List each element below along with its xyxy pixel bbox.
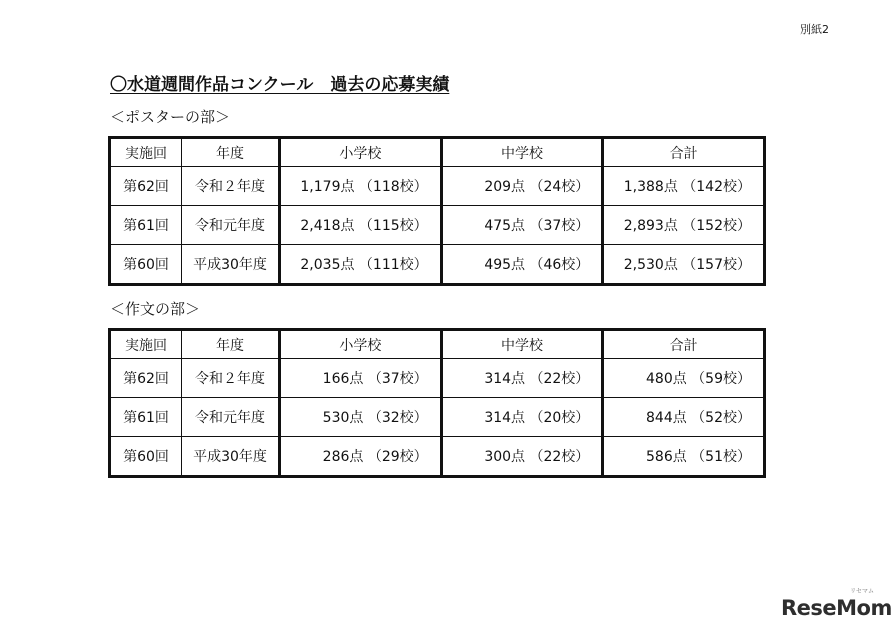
round-cell: 第61回 — [110, 398, 182, 437]
table-row — [110, 245, 765, 285]
elementary-cell: 2,035点 （111校） — [280, 245, 442, 285]
header-elementary: 小学校 — [280, 330, 442, 359]
elementary-cell: 530点 （32校） — [280, 398, 442, 437]
header-junior: 中学校 — [441, 330, 603, 359]
total-cell: 586点 （51校） — [603, 437, 765, 477]
header-junior: 中学校 — [441, 138, 603, 167]
essay-table — [108, 328, 766, 478]
elementary-cell: 166点 （37校） — [280, 359, 442, 398]
round-cell: 第62回 — [110, 359, 182, 398]
table-row — [110, 437, 765, 477]
junior-cell: 209点 （24校） — [441, 167, 603, 206]
essay-section-label: ＜作文の部＞ — [110, 300, 201, 318]
poster-table — [108, 136, 766, 286]
round-cell: 第60回 — [110, 245, 182, 285]
table-row — [110, 359, 765, 398]
header-round: 実施回 — [110, 138, 182, 167]
table-header-row — [110, 330, 765, 359]
page-title: 〇水道週間作品コンクール 過去の応募実績 — [110, 75, 450, 95]
junior-cell: 475点 （37校） — [441, 206, 603, 245]
junior-cell: 300点 （22校） — [441, 437, 603, 477]
total-cell: 480点 （59校） — [603, 359, 765, 398]
elementary-cell: 2,418点 （115校） — [280, 206, 442, 245]
junior-cell: 314点 （22校） — [441, 359, 603, 398]
total-cell: 844点 （52校） — [603, 398, 765, 437]
poster-section-label: ＜ポスターの部＞ — [110, 108, 231, 126]
table-header-row — [110, 138, 765, 167]
elementary-cell: 1,179点 （118校） — [280, 167, 442, 206]
table-row — [110, 167, 765, 206]
round-cell: 第61回 — [110, 206, 182, 245]
header-year: 年度 — [182, 330, 280, 359]
year-cell: 令和元年度 — [182, 206, 280, 245]
resemom-logo: ReseMom — [781, 596, 892, 620]
annex-label: 別紙2 — [800, 23, 829, 36]
junior-cell: 314点 （20校） — [441, 398, 603, 437]
header-total: 合計 — [603, 138, 765, 167]
elementary-cell: 286点 （29校） — [280, 437, 442, 477]
header-round: 実施回 — [110, 330, 182, 359]
year-cell: 令和２年度 — [182, 359, 280, 398]
total-cell: 2,893点 （152校） — [603, 206, 765, 245]
year-cell: 令和元年度 — [182, 398, 280, 437]
total-cell: 1,388点 （142校） — [603, 167, 765, 206]
junior-cell: 495点 （46校） — [441, 245, 603, 285]
year-cell: 平成30年度 — [182, 437, 280, 477]
total-cell: 2,530点 （157校） — [603, 245, 765, 285]
round-cell: 第60回 — [110, 437, 182, 477]
header-elementary: 小学校 — [280, 138, 442, 167]
table-row — [110, 206, 765, 245]
header-total: 合計 — [603, 330, 765, 359]
table-row — [110, 398, 765, 437]
round-cell: 第62回 — [110, 167, 182, 206]
watermark-sub: リセマム — [850, 588, 874, 595]
header-year: 年度 — [182, 138, 280, 167]
year-cell: 令和２年度 — [182, 167, 280, 206]
year-cell: 平成30年度 — [182, 245, 280, 285]
